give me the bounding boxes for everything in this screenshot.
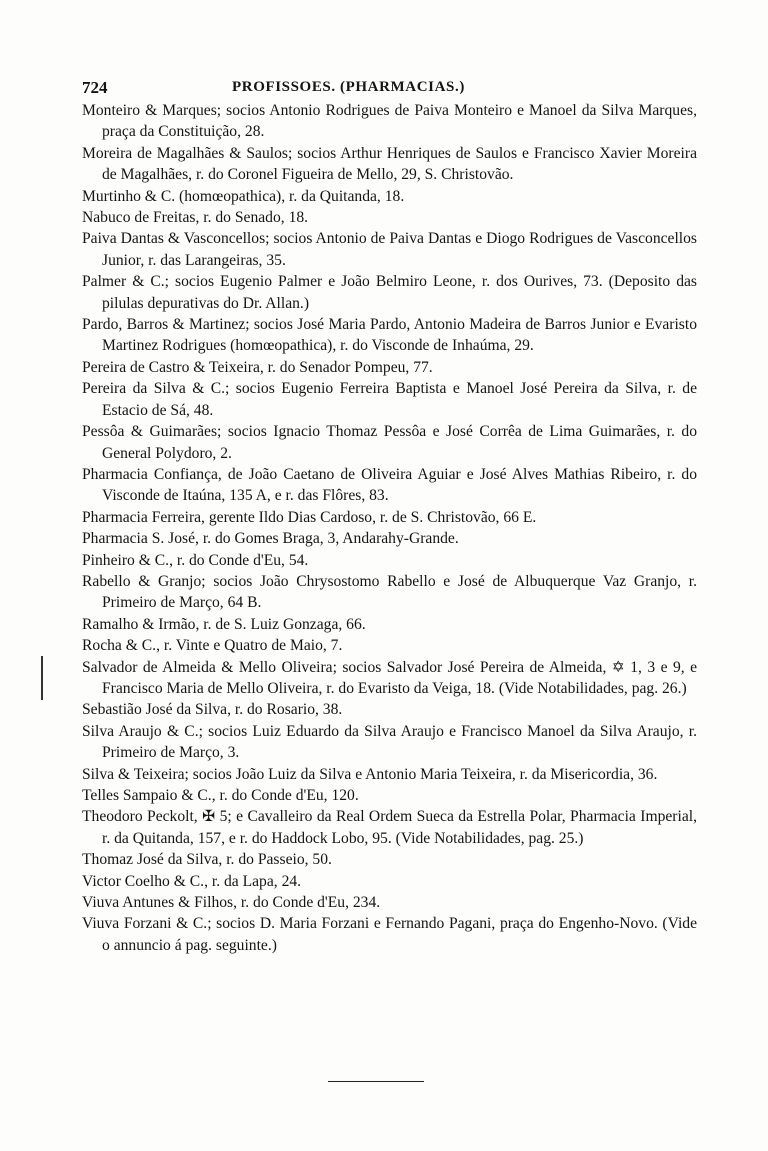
list-item: Pardo, Barros & Martinez; socios José Maria Pardo, Antonio Madeira de Barros Junior e Evaristo Martinez Rodrigues (homœopathica), r. do Visconde de Inhaúma, 29. [82, 316, 697, 355]
running-title: PROFISSOES. (PHARMACIAS.) [232, 79, 465, 95]
list-item: Palmer & C.; socios Eugenio Palmer e João Belmiro Leone, r. dos Ourives, 73. (Deposito das pilulas depurativas do Dr. Allan.) [82, 273, 697, 312]
list-item: Silva & Teixeira; socios João Luiz da Silva e Antonio Maria Teixeira, r. da Misericordia, 36. [82, 765, 658, 783]
list-item: Rabello & Granjo; socios João Chrysostomo Rabello e José de Albuquerque Vaz Granjo, r. Primeiro de Março, 64 B. [82, 572, 697, 612]
list-item: Monteiro & Marques; socios Antonio Rodrigues de Paiva Monteiro e Manoel da Silva Marques, praça da Constituição, 28. [82, 102, 697, 141]
list-item: Telles Sampaio & C., r. do Conde d'Eu, 120. [82, 787, 359, 804]
list-item: Nabuco de Freitas, r. do Senado, 18. [82, 209, 309, 227]
list-item: Victor Coelho & C., r. da Lapa, 24. [82, 872, 302, 890]
list-item: Pereira da Silva & C.; socios Eugenio Ferreira Baptista e Manoel José Pereira da Silva, r. de Estacio de Sá, 48. [82, 380, 697, 419]
list-item: Silva Araujo & C.; socios Luiz Eduardo da Silva Araujo e Francisco Manoel da Silva Araujo, r. Primeiro de Março, 3. [82, 722, 697, 762]
page-number: 724 [82, 78, 108, 97]
list-item: Sebastião José da Silva, r. do Rosario, 38. [82, 701, 343, 719]
list-item: Murtinho & C. (homœopathica), r. da Quitanda, 18. [82, 187, 405, 205]
list-item: Viuva Antunes & Filhos, r. do Conde d'Eu, 234. [82, 894, 381, 912]
list-item: Pharmacia S. José, r. do Gomes Braga, 3, Andarahy-Grande. [82, 530, 459, 548]
list-item: Moreira de Magalhães & Saulos; socios Arthur Henriques de Saulos e Francisco Xavier Moreira de Magalhães, r. do Coronel Figueira de Mello, 29, S. Christovão. [82, 144, 697, 184]
page-header [82, 78, 694, 100]
list-item: Rocha & C., r. Vinte e Quatro de Maio, 7. [82, 637, 343, 655]
pharmacy-list [82, 100, 697, 956]
list-item: Pharmacia Confiança, de João Caetano de Oliveira Aguiar e José Alves Mathias Ribeiro, r. do Visconde de Itaúna, 135 A, e r. das Flôres, 83. [82, 465, 697, 505]
list-item: Theodoro Peckolt, ✠ 5; e Cavalleiro da Real Ordem Sueca da Estrella Polar, Pharmacia Imperial, r. da Quitanda, 157, e r. do Haddock Lobo, 95. (Vide Notabilidades, pag. 25.) [82, 808, 697, 847]
list-item: Pinheiro & C., r. do Conde d'Eu, 54. [82, 551, 309, 569]
list-item: Pessôa & Guimarães; socios Ignacio Thomaz Pessôa e José Corrêa de Lima Guimarães, r. do General Polydoro, 2. [82, 423, 697, 462]
list-item: Viuva Forzani & C.; socios D. Maria Forzani e Fernando Pagani, praça do Engenho-Novo. (Vide o annuncio á pag. seguinte.) [82, 915, 697, 954]
list-item: Pharmacia Ferreira, gerente Ildo Dias Cardoso, r. de S. Christovão, 66 E. [82, 508, 537, 526]
margin-mark [41, 656, 43, 700]
closing-rule [328, 1081, 424, 1082]
list-item: Thomaz José da Silva, r. do Passeio, 50. [82, 851, 332, 869]
list-item: Pereira de Castro & Teixeira, r. do Senador Pompeu, 77. [82, 358, 433, 376]
list-item: Paiva Dantas & Vasconcellos; socios Antonio de Paiva Dantas e Diogo Rodrigues de Vasconcellos Junior, r. das Larangeiras, 35. [82, 230, 697, 269]
list-item: Salvador de Almeida & Mello Oliveira; socios Salvador José Pereira de Almeida, ✡ 1, 3 e 9, e Francisco Maria de Mello Oliveira, r. do Evaristo da Veiga, 18. (Vide Notabilidades, pag. 26.) [82, 658, 697, 697]
list-item: Ramalho & Irmão, r. de S. Luiz Gonzaga, 66. [82, 615, 366, 633]
